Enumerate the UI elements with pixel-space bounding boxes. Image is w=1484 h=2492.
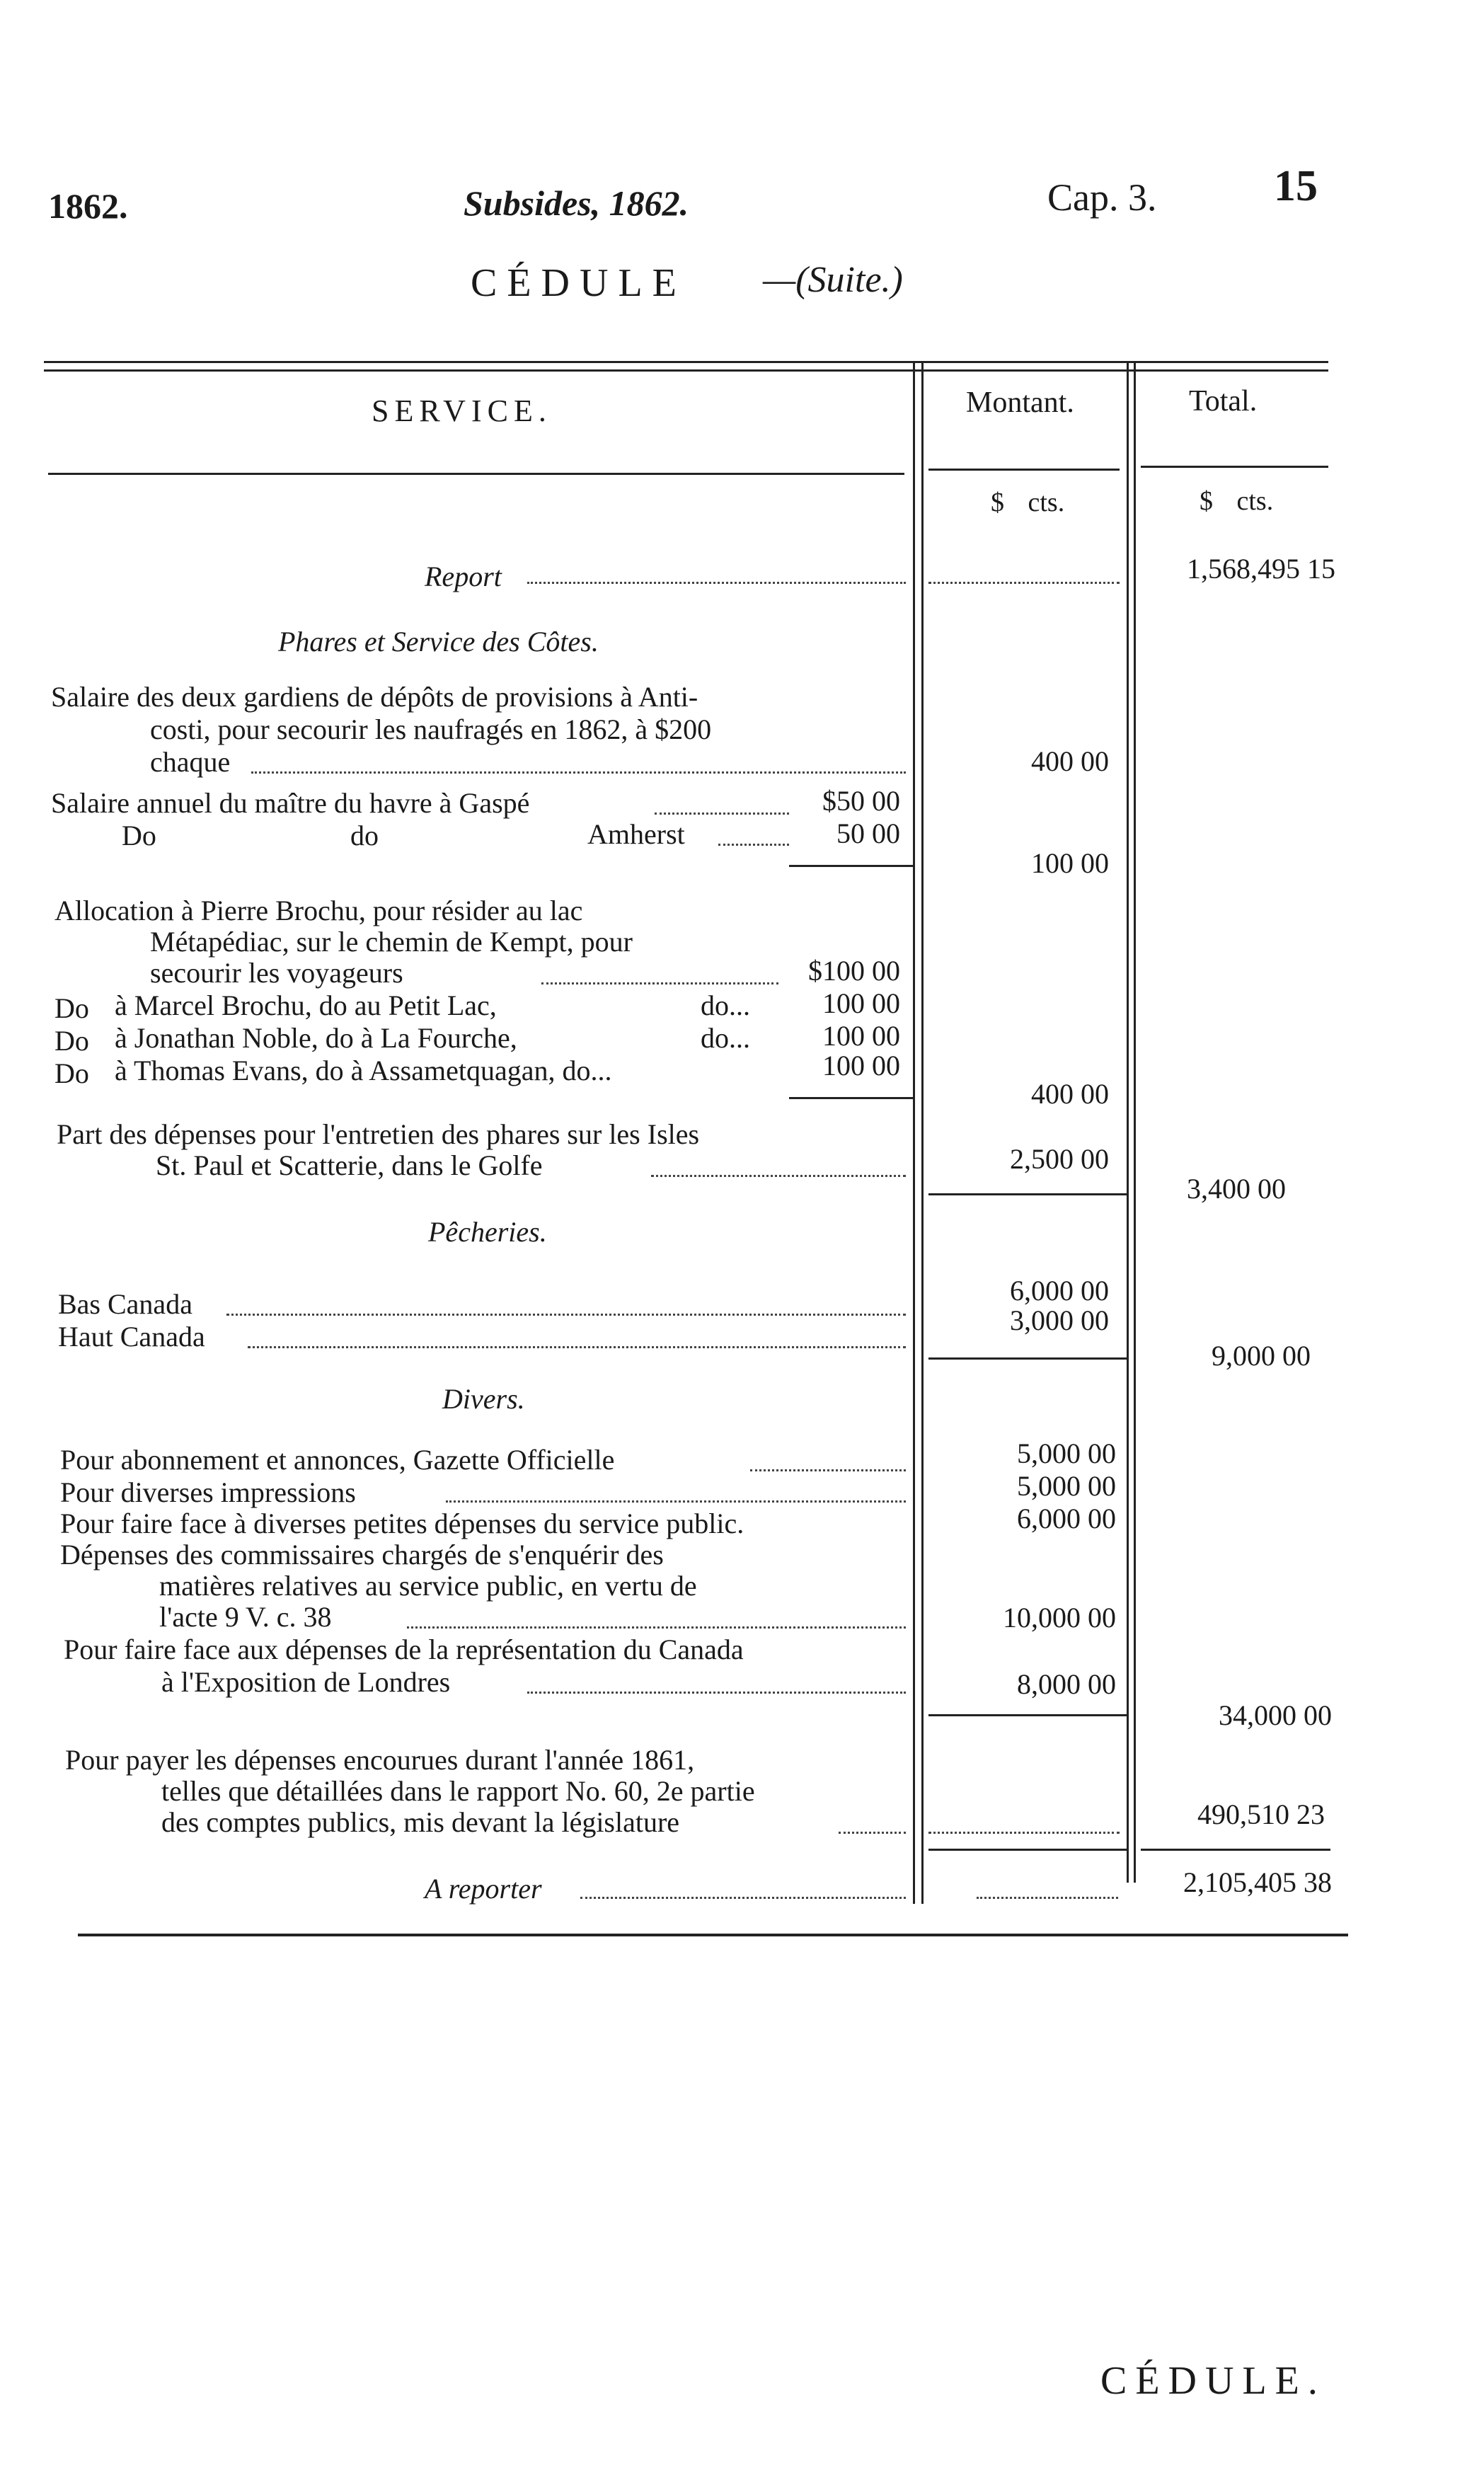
amount: 6,000 00: [1017, 1503, 1116, 1534]
leader-dots: [251, 771, 906, 774]
inner-amount: 100 00: [822, 987, 900, 1019]
section-total: 9,000 00: [1212, 1340, 1311, 1372]
text-line: St. Paul et Scatterie, dans le Golfe: [156, 1149, 543, 1181]
leader-dots: [226, 1314, 906, 1316]
subtotal-rule: [789, 865, 913, 867]
bottom-rule: [78, 1934, 1348, 1936]
section-heading-pecheries: Pêcheries.: [428, 1216, 547, 1248]
column-header-service: SERVICE.: [372, 394, 552, 428]
reporter-label: A reporter: [425, 1873, 542, 1905]
reporter-total: 2,105,405 38: [1183, 1866, 1332, 1898]
text-line: Part des dépenses pour l'entretien des phares sur les Isles: [57, 1118, 700, 1150]
section-total: 34,000 00: [1219, 1699, 1332, 1731]
amount: 5,000 00: [1017, 1470, 1116, 1502]
column-header-total: Total.: [1189, 385, 1258, 418]
leader-dots: [977, 1897, 1118, 1899]
subtotal-rule: [928, 1357, 1127, 1360]
text-line: Amherst: [587, 818, 685, 850]
header-underline: [48, 473, 904, 475]
leader-dots: [655, 813, 789, 815]
text-line: à Marcel Brochu, do au Petit Lac,: [115, 989, 497, 1021]
text-line: à Thomas Evans, do à Assametquagan, do...: [115, 1055, 612, 1086]
text-line: Do: [54, 1025, 89, 1057]
text-line: do: [350, 820, 379, 851]
subtotal-rule: [928, 1714, 1127, 1716]
schedule-title: CÉDULE: [471, 261, 686, 305]
text-line: à l'Exposition de Londres: [161, 1666, 451, 1698]
column-divider: [1134, 361, 1136, 1883]
column-header-montant: Montant.: [966, 386, 1074, 419]
text-line: matières relatives au service public, en vertu de: [159, 1570, 697, 1602]
text-line: do...: [701, 989, 750, 1021]
leader-dots: [839, 1832, 906, 1834]
text-line: telles que détaillées dans le rapport No. 60, 2e partie: [161, 1775, 755, 1807]
leader-dots: [718, 844, 789, 846]
text-line: Do: [54, 992, 89, 1024]
section-total: 3,400 00: [1187, 1173, 1286, 1205]
amount: 3,000 00: [1010, 1304, 1109, 1336]
section-heading-divers: Divers.: [442, 1383, 525, 1415]
amount: 10,000 00: [1003, 1602, 1116, 1633]
report-label: Report: [425, 561, 502, 592]
inner-amount: $50 00: [822, 785, 900, 817]
text-line: Dépenses des commissaires chargés de s'enquérir des: [60, 1539, 664, 1571]
header-underline: [1141, 466, 1328, 468]
page-running-title: Subsides, 1862.: [464, 183, 689, 223]
leader-dots: [928, 582, 1120, 584]
inner-amount: 100 00: [822, 1050, 900, 1081]
leader-dots: [527, 582, 906, 584]
text-line: costi, pour secourir les naufragés en 1862, à $200: [150, 713, 712, 745]
inner-amount: 100 00: [822, 1020, 900, 1052]
text-line: secourir les voyageurs: [150, 957, 403, 989]
leader-dots: [651, 1175, 906, 1177]
text-line: Salaire des deux gardiens de dépôts de provisions à Anti-: [51, 681, 698, 713]
text-line: Allocation à Pierre Brochu, pour résider au lac: [54, 895, 583, 926]
text-line: Pour abonnement et annonces, Gazette Officielle: [60, 1444, 615, 1476]
text-line: Pour faire face à diverses petites dépenses du service public.: [60, 1508, 744, 1539]
text-line: des comptes publics, mis devant la législature: [161, 1806, 680, 1838]
text-line: do...: [701, 1022, 750, 1054]
leader-dots: [541, 982, 778, 984]
footer-catchword: CÉDULE.: [1100, 2359, 1326, 2403]
text-line: Do: [54, 1057, 89, 1089]
leader-dots: [580, 1897, 906, 1899]
chapter-label: Cap. 3.: [1047, 176, 1157, 219]
text-line: Do: [122, 820, 156, 851]
column-divider: [921, 361, 924, 1904]
amount: 400 00: [1031, 745, 1109, 777]
report-total: 1,568,495 15: [1187, 553, 1335, 585]
text-line: Pour diverses impressions: [60, 1476, 356, 1508]
subtotal-rule: [928, 1849, 1127, 1851]
text-line: chaque: [150, 746, 231, 778]
subtotal-rule: [789, 1097, 913, 1099]
column-divider: [913, 361, 915, 1904]
text-line: Bas Canada: [58, 1288, 192, 1320]
column-divider: [1127, 361, 1129, 1883]
text-line: Salaire annuel du maître du havre à Gaspé: [51, 787, 530, 819]
text-line: l'acte 9 V. c. 38: [159, 1601, 332, 1633]
page-year: 1862.: [48, 186, 128, 226]
amount: 2,500 00: [1010, 1143, 1109, 1175]
text-line: Haut Canada: [58, 1321, 205, 1353]
amount: 6,000 00: [1010, 1275, 1109, 1307]
page-number: 15: [1274, 162, 1318, 210]
text-line: à Jonathan Noble, do à La Fourche,: [115, 1022, 517, 1054]
inner-amount: $100 00: [808, 955, 900, 987]
montant-units: $ cts.: [991, 488, 1065, 517]
section-heading-phares: Phares et Service des Côtes.: [278, 626, 599, 658]
amount: 100 00: [1031, 847, 1109, 879]
leader-dots: [407, 1626, 906, 1629]
amount: 5,000 00: [1017, 1437, 1116, 1469]
inner-amount: 50 00: [836, 817, 900, 849]
leader-dots: [446, 1500, 906, 1503]
amount: 8,000 00: [1017, 1668, 1116, 1700]
subtotal-rule: [1141, 1849, 1330, 1851]
text-line: Pour payer les dépenses encourues durant l'année 1861,: [65, 1744, 695, 1776]
subtotal-rule: [928, 1193, 1127, 1195]
header-underline: [928, 469, 1120, 471]
leader-dots: [928, 1832, 1120, 1834]
total-units: $ cts.: [1200, 486, 1274, 516]
schedule-suite: —(Suite.): [763, 260, 903, 300]
leader-dots: [750, 1469, 906, 1471]
text-line: Métapédiac, sur le chemin de Kempt, pour: [150, 926, 633, 958]
text-line: Pour faire face aux dépenses de la représentation du Canada: [64, 1633, 744, 1665]
amount: 400 00: [1031, 1078, 1109, 1110]
leader-dots: [527, 1692, 906, 1694]
section-total: 490,510 23: [1197, 1798, 1325, 1830]
leader-dots: [248, 1346, 906, 1348]
